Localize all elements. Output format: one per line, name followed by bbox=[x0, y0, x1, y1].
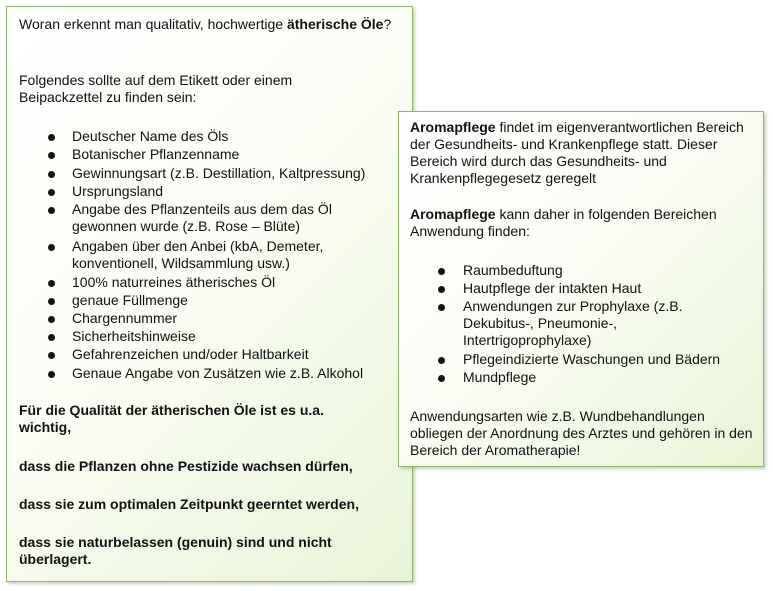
list-item: Genaue Angabe von Zusätzen wie z.B. Alkohol bbox=[72, 365, 364, 381]
bullet-icon bbox=[48, 316, 55, 323]
list-item: Deutscher Name des Öls bbox=[72, 128, 229, 144]
list-item: 100% naturreines ätherisches Öl bbox=[72, 274, 276, 290]
list-item: Sicherheitshinweise bbox=[72, 328, 196, 344]
bullet-icon bbox=[438, 375, 445, 382]
right-info-box bbox=[398, 111, 764, 467]
aromapflege-paragraph bbox=[410, 119, 755, 187]
list-item: Botanischer Pflanzenname bbox=[72, 146, 240, 162]
question-text: Woran erkennt man qualitativ, hochwertige bbox=[19, 16, 287, 32]
bullet-icon bbox=[48, 371, 55, 378]
list-item: Angabe des Pflanzenteils aus dem das Öl gewonnen wurde (z.B. Rose – Blüte) bbox=[72, 201, 332, 234]
list-item-text: Angaben über den Anbei (kbA, Demeter, konventionell, Wildsammlung usw.) bbox=[72, 238, 324, 271]
application-intro bbox=[410, 206, 755, 240]
question-wrap-spacer bbox=[19, 16, 391, 50]
bullet-icon bbox=[48, 152, 55, 159]
question-bold: ätherische Öle bbox=[286, 16, 384, 32]
quality-point: dass sie zum optimalen Zeitpunkt geerntet werden, bbox=[19, 496, 359, 512]
list-item: Anwendungen zur Prophylaxe (z.B. Dekubitus-, Pneumonie-, Intertrigoprophylaxe) bbox=[463, 298, 683, 348]
bullet-icon bbox=[48, 134, 55, 141]
bullet-icon bbox=[438, 357, 445, 364]
quality-point: dass die Pflanzen ohne Pestizide wachsen dürfen, bbox=[19, 458, 353, 474]
bullet-icon bbox=[438, 268, 445, 275]
aromapflege-bold: Aromapflege bbox=[410, 119, 496, 135]
bullet-icon bbox=[438, 286, 445, 293]
list-item: Hautpflege der intakten Haut bbox=[463, 280, 642, 296]
left-info-box bbox=[6, 6, 413, 582]
quality-heading: Für die Qualität der ätherischen Öle ist es u.a. wichtig, bbox=[19, 402, 324, 435]
bullet-icon bbox=[48, 189, 55, 196]
bullet-icon bbox=[48, 171, 55, 178]
list-item: Pflegeindizierte Waschungen und Bädern bbox=[463, 351, 721, 367]
list-item: Mundpflege bbox=[463, 369, 537, 385]
list-item: Ursprungsland bbox=[72, 183, 164, 199]
list-item: Gefahrenzeichen und/oder Haltbarkeit bbox=[72, 346, 309, 362]
list-item: Gewinnungsart (z.B. Destillation, Kaltpressung) bbox=[72, 165, 366, 181]
bullet-icon bbox=[48, 298, 55, 305]
list-item: Chargennummer bbox=[72, 310, 178, 326]
bullet-icon bbox=[48, 244, 55, 251]
closing-note: Anwendungsarten wie z.B. Wundbehandlungen obliegen der Anordnung des Arztes und gehören in den Bereich der Aromatherapie! bbox=[410, 408, 753, 458]
bullet-icon bbox=[48, 334, 55, 341]
aromapflege-text: findet im eigenverantwortlichen Bereich der Gesundheits- und Krankenpflege statt. Dieser Bereich wird durch das Gesundheits- und Krankenpflegegesetz geregelt bbox=[410, 119, 744, 186]
list-item: Raumbeduftung bbox=[463, 262, 563, 278]
application-text: kann daher in folgenden Bereichen Anwendung finden: bbox=[410, 206, 717, 239]
bullet-icon bbox=[438, 304, 445, 311]
bullet-icon bbox=[48, 280, 55, 287]
application-bold: Aromapflege bbox=[410, 206, 496, 222]
list-item: genaue Füllmenge bbox=[72, 292, 188, 308]
question-end: ? bbox=[383, 16, 392, 32]
bullet-icon bbox=[48, 352, 55, 359]
intro-text: Folgendes sollte auf dem Etikett oder einem Beipackzettel zu finden sein: bbox=[19, 72, 293, 105]
quality-point: dass sie naturbelassen (genuin) sind und nicht überlagert. bbox=[19, 534, 332, 567]
bullet-icon bbox=[48, 207, 55, 214]
list-item bbox=[72, 238, 372, 272]
